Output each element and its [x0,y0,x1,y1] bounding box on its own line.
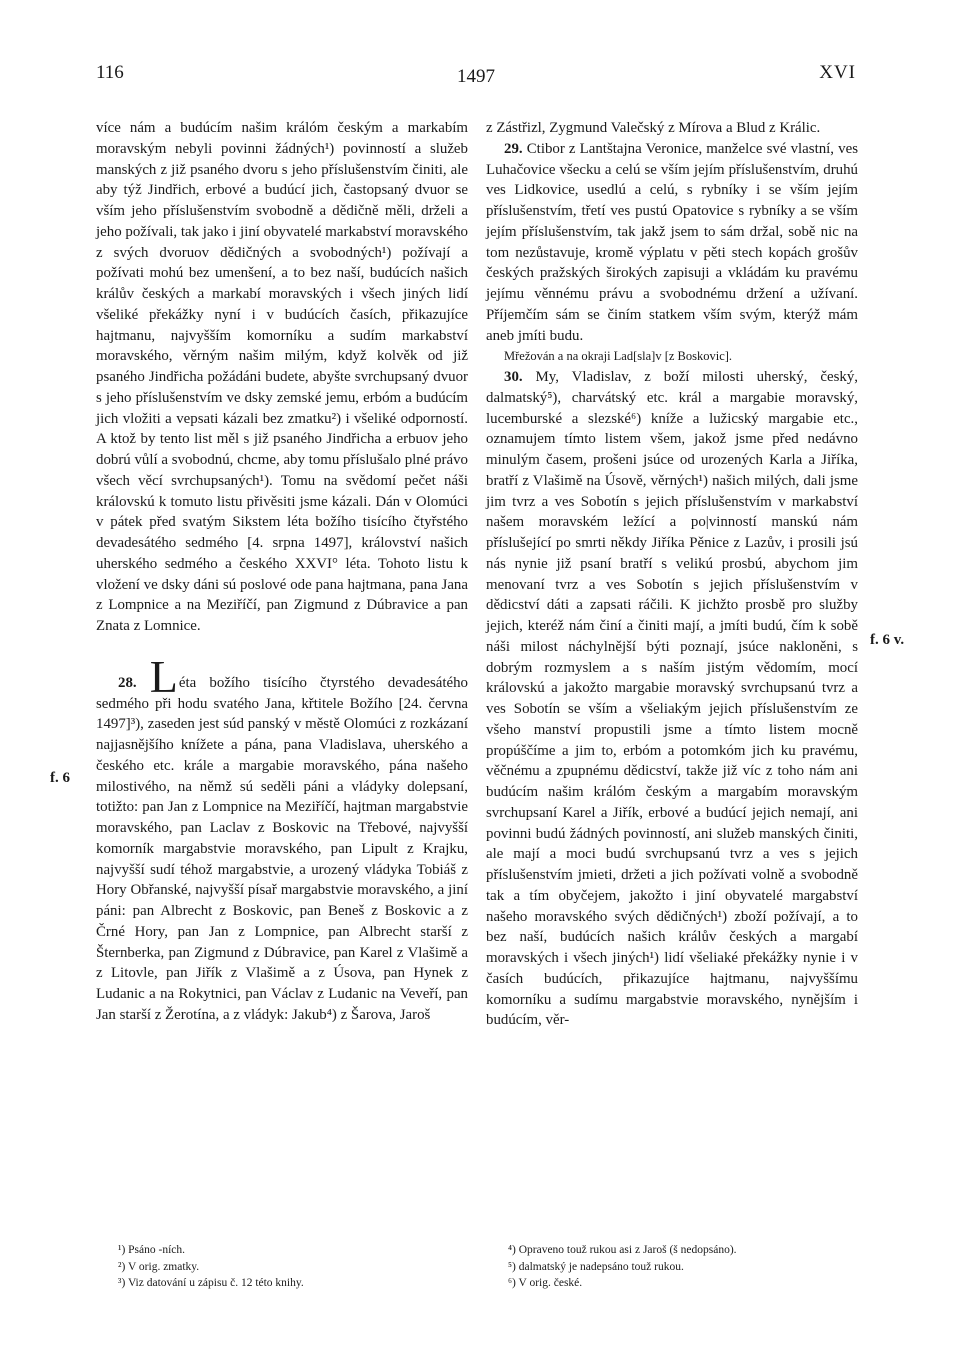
footnote-6: ⁶) V orig. české. [508,1277,583,1289]
margin-note-folio-left: f. 6 [50,770,70,786]
page-number: 116 [96,62,124,83]
entry-29-number: 29. [504,140,523,157]
margin-note-folio-right: f. 6 v. [870,632,905,648]
drop-cap: L [149,650,178,702]
footnote-2: ²) V orig. zmatky. [118,1260,200,1273]
entry-29 [486,139,858,347]
footnotes-right [508,1242,868,1292]
entry-28-number: 28. [118,674,137,691]
entry-27-continuation: více nám a budúcím našim králóm českým a markabím moravským nebyli povinni žádných¹) povinností a služeb manských z již psaného dvoru s jeho příslušenstvím činiti, ale aby týž Jindřich, erbové a budúcí jich, častopsaný dvuor se vším jeho příslušenstvím svobodně a dědičně měli, drželi a jeho požívali, tak jako i jiní obyvatelé markabství moravského z svých dvoruov dědičných a svobodných¹) požívají a požívati mohú bez umenšení, a to bez naší, budúcích našich králův českých a markabí moravských i všech jiných lidí všeliké překážky nyní i v budúcích časích, přikazujíce hajtmanu, najvyšším komorníku a sudím markabství moravského, věrným našim milým, když kolvěk od již psaného Jindřicha požádáni budete, abyšte svrchupsaný dvuor s jeho příslušenstvím ve dsky zemské jemu, erbóm a budúcím jich vložiti a vepsati kázali bez zmatku²) i všeliké odporností. A ktož by tento list měl s již psaného Jindřicha a erbuov jeho dobrú vůlí a svobodnú, chcme, aby tomu příslušalo plné právo všech věcí svrchupsaných¹). Tomu na svědomí pečet náši královskú k tomuto listu přivěsiti jsme kázali. Dán v Olomúci v pátek před svatým Sikstem léta božího tisícího čtyřstého devadesátého sedmého [4. srpna 1497], království našich uherského sedmého a českého XXVI° léta. Tohoto listu k vložení ve dsky dáni sú poslové ode pana hajtmana, pana Jana z Lompnice a na Meziříčí, pan Zigmund z Dúbravice a pan Znata z Lomnice. [96,120,468,634]
right-column [486,118,858,1031]
footnote-1: ¹) Psáno -ních. [118,1244,186,1256]
entry-30-text: My, Vladislav, z boží milosti uherský, český, dalmatský⁵), charvátský etc. král a margabie moravský, lucemburské a slezské⁶) kníže a lužicský margabie etc., oznamujem tímto listem všem, jakož jsme před nedávno minulým časem, prošeni jsúce od urozených Karla a Jiříka, bratří z Vlašimě na Úsově, věrných¹) našich milých, dali jsme jim tvrz a ves Sobotín s jejich příslušenstvím v markabství našem moravském ležící a po|vinností manskú nám příslušející po smrti někdy Jiříka Pěnice z Lazův, i prosili jsú nás nynie již psaní bratří s velikú prosbú, abychom jim menovaní tvrz a ves Sobotín s jejich příslušenstvím v dědicství dáti a zapsati ráčili. K jichžto prosbě pro služby jejich, kteréž nám činí a činiti mají, a jmíti budú, čím k sobě náši milost náchylnější býti poznají, jsúce nakloněni, s dobrým rozmyslem a s naším jistým vědomím, mocí královskú a jakožto margabie moravský svrchupsanú tvrz a ves Sobotín se vším a všeliakým jejich příslušenstvím ze všeho manství propustili jsme a tímto listem mocně propúščíme a jim to, erbóm a potomkóm jich ku pravému, věčnému a zpupnému dědicství, takže již víc z toho nám ani budúcím našim králóm českým a margabím moravským svrchupsaní Karel a Jiřík, erbové a budúcí jejich nemají, ani povinni budú žádných povinností, ani služeb manských činiti, ale mají a moci budú svrchupsanú tvrz a ves s jejich příslušenstvím jmieti, držeti a jich požívati volně a svobodně tak a tím obyčejem, jakožto i jiní obyvatelé margabství našeho moravského svých dědičných¹) zboží požívají, a to bez naší, budúcích našich králův českých a margabí moravských i všech jiných¹) lidí všeliaké překážky nynie i v časích budúcích, přikazujíce hajtmanu, najvyššímu komorníku a sudímu margabstvie moravského, nynějším i budúcím, věr- [486,369,858,1029]
entry-29-text: Ctibor z Lantštajna Veronice, manželce své vlastní, ves Luhačovice všecku a celú se vším jejím příslušenstvím, druhú ves Lidkovice, usedlú a celú, s rybníky i se vším jejím příslušenstvím, třetí ves pustú Opatovice s rybníky a se vším jejím příslušenstvím, tak jakž jsem to sám držal, sobě nic na tom nezůstavuje, kromě výplatu v pěti stech kopách grošův českých pražských širokých zapisuji a vkládám ku pravému jejímu věnnému právu a svobodnému držení a užívaní. Příjemčím sám se činím statkem vším svým, kterýž mám aneb jmíti budu. [486,140,858,344]
volume-number: XVI [819,62,856,83]
left-column [96,118,468,1026]
page-header [96,62,856,92]
entry-30 [486,367,858,1031]
entry-30-number: 30. [504,369,523,385]
footnote-5: ⁵) dalmatský je nadepsáno touž rukou. [508,1260,684,1273]
footnote-3: ³) Viz datování u zápisu č. 12 této knihy. [118,1277,304,1289]
entry-28-continuation: z Zástřizl, Zygmund Valečský z Mírova a Blud z Králic. [486,120,821,136]
entry-28 [96,650,468,1026]
entry-28-text: éta božího tisícího čtyrstého devadesátého sedmého při hodu svatého Jana, křtitele Božího [24. června 1497]³), zaseden jest súd panský v městě Olomúci z rozkázaní najjasnějšího knížete a pána, pana Vladislava, uherského a českého etc. krále a margabie moravského, pána našeho milostivého, na němž sú seděli páni a vládyky dolepsaní, totižto: pan Jan z Lompnice na Meziříčí, hajtman margabstvie moravského, pan Laclav z Boskovic na Třebové, najvyšší komorník margabstvie moravského, pan Lipult z Krajku, najvyšší sudí téhož margabstvie, a urozený vládyka Tobiáš z Hory Obřanské, najvyšší písař margabstvie moravského, a jiní páni: pan Albrecht z Boskovic, pan Beneš z Boskovic a z Črné Hory, pan Jan z Lompnice, pan Albrecht starší z Šternberka, pan Zigmund z Dúbravice, pan Karel z Vlašimě a z Litovle, pan Jiřík z Vlašimě a z Úsova, pan Hynek z Ludanic a na Rokytnici, pan Václav z Ludanic na Veveří, pan Jan starší z Žerotína, a z vládyk: Jakub⁴) z Šarova, Jaroš [96,674,468,1023]
page-year: 1497 [457,66,495,87]
diplomatic-note: Mřežován a na okraji Lad[sla]v [z Boskovic]. [504,349,733,364]
footnotes-left [118,1242,448,1292]
footnote-4: ⁴) Opraveno touž rukou asi z Jaroš (š nedopsáno). [508,1244,737,1256]
